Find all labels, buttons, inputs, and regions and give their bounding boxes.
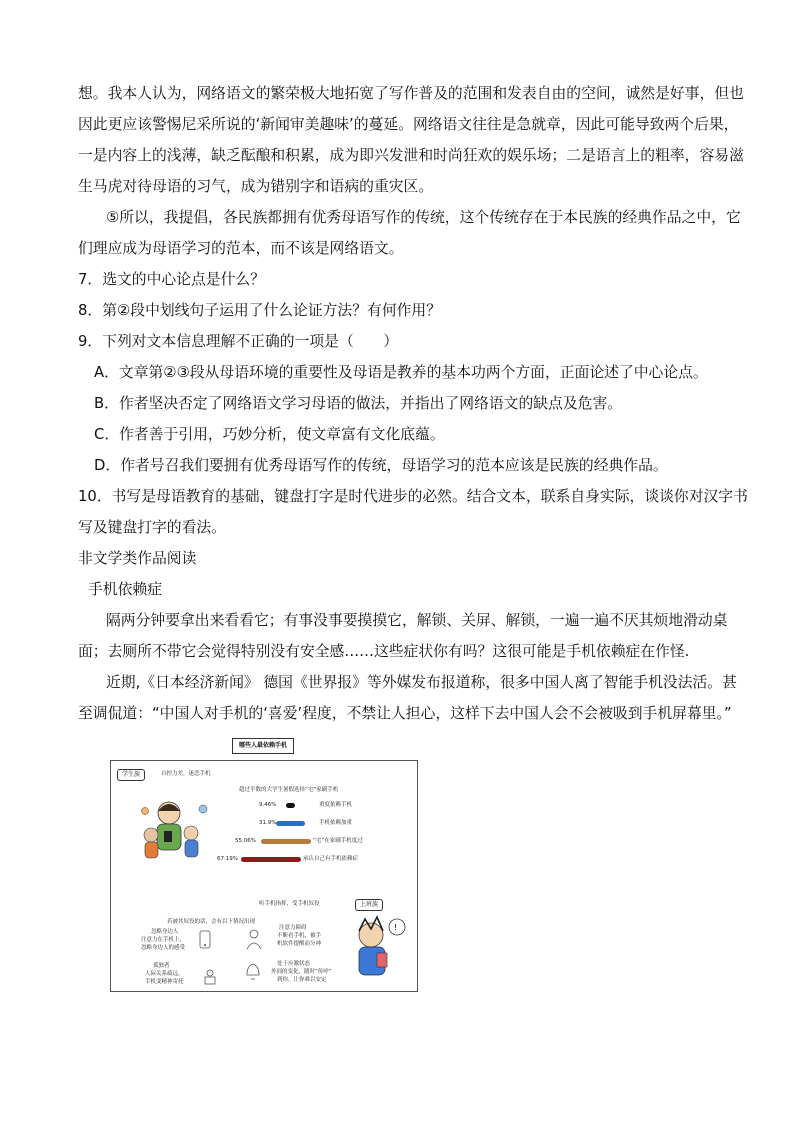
symptom-1-text: 注意力在手机上， — [141, 937, 186, 943]
symptom-4-text: 外间的变化，随时“传呼” — [271, 969, 332, 975]
question-8: 8．第②段中划线句子运用了什么论证方法？有何作用？ — [78, 302, 442, 319]
paragraph-line: 想。我本人认为，网络语文的繁荣极大地拓宽了写作普及的范围和发表自由的空间，诚然是好事，但也 — [78, 85, 744, 102]
stat-bar — [276, 821, 305, 826]
worker-note: 听手机指挥，受手机奴役 — [259, 901, 320, 907]
paragraph-line: 因此更应该警惕尼采所说的‘新闻审美趣味’的蔓延。网络语文往往是急就章，因此可能导致两个后果， — [78, 116, 739, 133]
svg-text:!: ! — [394, 923, 398, 932]
paragraph-5-line: ⑤所以，我提倡，各民族都拥有优秀母语写作的传统，这个传统存在于本民族的经典作品之中，它 — [106, 209, 741, 226]
section-heading: 非文学类作品阅读 — [78, 550, 197, 567]
stat-pct: 31.9% — [259, 820, 277, 826]
distracted-person-icon — [243, 927, 265, 951]
question-10: 10．书写是母语教育的基础，键盘打字是时代进步的必然。结合文本，联系自身实际，谈谈你对汉字书 — [78, 488, 748, 505]
worker-illustration-icon — [343, 913, 409, 985]
option-d: D．作者号召我们要拥有优秀母语写作的传统，母语学习的范本应该是民族的经典作品。 — [94, 457, 668, 474]
stat-bar — [286, 803, 295, 808]
stat-label: “宅”在家刷手机度过 — [313, 838, 363, 844]
symptom-4-title: 处于应激状态 — [277, 961, 311, 967]
stat-pct: 9.46% — [259, 802, 277, 808]
worker-tag: 上班族 — [355, 899, 383, 911]
symptom-1-text: 忽略身边人的感受 — [141, 945, 186, 951]
paragraph-line: 至调侃道：“中国人对手机的‘喜爱’程度，不禁让人担心，这样下去中国人会不会被吸到手机屏幕里。” — [78, 705, 732, 722]
question-10-cont: 写及键盘打字的看法。 — [78, 519, 226, 536]
alert-bell-icon — [243, 961, 263, 985]
symptom-4-text: 到你，让你难以安定 — [277, 977, 327, 983]
paragraph-line: 面；去厕所不带它会觉得特别没有安全感……这些症状你有吗？这很可能是手机依赖症在作怪. — [78, 643, 690, 660]
stat-pct: 55.06% — [235, 838, 256, 844]
symptom-1-title: 忽略身边人 — [151, 929, 179, 935]
text-body — [78, 78, 748, 729]
paragraph-line: 一是内容上的浅薄，缺乏酝酿和积累，成为即兴发泄和时尚狂欢的娱乐场；二是语言上的粗率，容易滋 — [78, 147, 744, 164]
option-a: A．文章第②③段从母语环境的重要性及母语是教养的基本功两个方面，正面论述了中心论点。 — [94, 364, 708, 381]
stat-label: 承认自己有手机依赖症 — [303, 856, 359, 862]
stat-bar — [261, 839, 311, 844]
student-note: 自控力差，迷恋手机 — [161, 771, 211, 777]
symptoms-intro: 若被其奴役的话，会有以下情况出现 — [167, 919, 256, 925]
infographic-panel — [110, 760, 418, 992]
symptom-2-text: 不断看手机，被手 — [277, 933, 322, 939]
lonely-person-icon — [201, 967, 219, 985]
paragraph-line: 近期,《日本经济新闻》 德国《世界报》等外媒发布报道称，很多中国人离了智能手机没法活。甚 — [106, 674, 737, 691]
student-tag: 学生族 — [117, 769, 145, 781]
symptom-3-text: 手机变精神寄托 — [145, 979, 184, 985]
stat-label: 手机依赖加重 — [319, 820, 353, 826]
symptom-3-text: 人际关系疏远， — [145, 971, 184, 977]
stat-bar — [241, 857, 301, 862]
symptom-2-text: 机软件提醒而分神 — [277, 941, 322, 947]
paragraph-line: 隔两分钟要拿出来看看它；有事没事要摸摸它，解锁、关屏、解锁，一遍一遍不厌其烦地滑动桌 — [106, 612, 728, 629]
infographic-title: 哪些人最依赖手机 — [232, 738, 294, 754]
question-9: 9．下列对文本信息理解不正确的一项是（ ） — [78, 333, 399, 350]
stat-label: 重度依赖手机 — [319, 802, 353, 808]
phone-icon — [195, 929, 215, 951]
symptom-2-title: 注意力障碍 — [279, 925, 307, 931]
paragraph-line: 生马虎对待母语的习气，成为错别字和语病的重灾区。 — [78, 178, 434, 195]
article-title: 手机依赖症 — [88, 581, 162, 598]
option-c: C．作者善于引用，巧妙分析，使文章富有文化底蕴。 — [94, 426, 445, 443]
infographic — [110, 738, 418, 992]
survey-title: 超过半数的大学生暑假选择“宅”家刷手机 — [239, 787, 339, 793]
question-7: 7．选文的中心论点是什么？ — [78, 271, 265, 288]
paragraph-line: 们理应成为母语学习的范本，而不该是网络语文。 — [78, 240, 404, 257]
option-b: B．作者坚决否定了网络语文学习母语的做法，并指出了网络语文的缺点及危害。 — [94, 395, 623, 412]
stat-pct: 67.19% — [217, 856, 238, 862]
symptom-3-title: 孤独者 — [153, 963, 170, 969]
students-illustration-icon — [139, 791, 211, 867]
